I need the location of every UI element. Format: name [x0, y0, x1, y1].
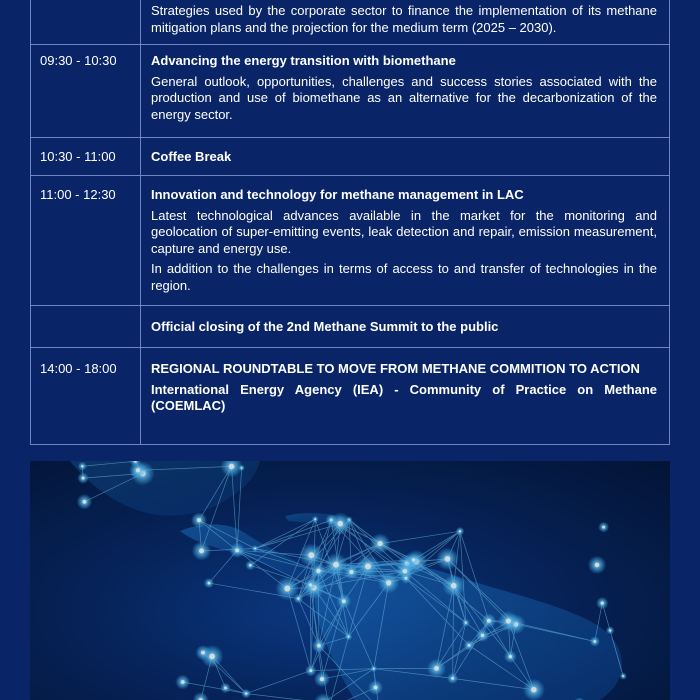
agenda-row-strategies [31, 0, 670, 45]
session-time [31, 306, 141, 348]
session-details [141, 45, 670, 138]
agenda-table [30, 0, 670, 445]
session-details [141, 348, 670, 445]
session-time: 14:00 - 18:00 [31, 348, 141, 445]
agenda-row-coffee-break [31, 138, 670, 176]
agenda-row-closing [31, 306, 670, 348]
agenda-row-biomethane [31, 45, 670, 138]
session-description: In addition to the challenges in terms of access to and transfer of technologies in the region. [151, 261, 657, 293]
session-description: Strategies used by the corporate sector to finance the implementation of its methane mitigation plans and the projection for the medium term (2025 – 2030). [151, 3, 657, 35]
latin-america-network-map-image [30, 461, 670, 700]
session-title: Innovation and technology for methane management in LAC [151, 187, 524, 202]
session-details [141, 306, 670, 348]
session-organizers: International Energy Agency (IEA) - Community of Practice on Methane (COEMLAC) [151, 381, 657, 413]
session-details [141, 0, 670, 45]
session-description: General outlook, opportunities, challenges and success stories associated with the production and use of biomethane as an alternative for the decarbonization of the energy sector. [151, 73, 657, 122]
session-title: Official closing of the 2nd Methane Summit to the public [151, 319, 499, 334]
session-time: 09:30 - 10:30 [31, 45, 141, 138]
session-description: Latest technological advances available in the market for the monitoring and geolocation of super-emitting events, leak detection and repair, emission measurement, capture and energy use. [151, 207, 657, 256]
session-details [141, 138, 670, 176]
session-title: Coffee Break [151, 149, 232, 164]
session-time [31, 0, 141, 45]
session-title: REGIONAL ROUNDTABLE TO MOVE FROM METHANE COMMITION TO ACTION [151, 361, 640, 376]
agenda-row-roundtable [31, 348, 670, 445]
session-time: 10:30 - 11:00 [31, 138, 141, 176]
agenda-row-innovation [31, 176, 670, 306]
session-details [141, 176, 670, 306]
session-title: Advancing the energy transition with biomethane [151, 53, 456, 68]
session-time: 11:00 - 12:30 [31, 176, 141, 306]
network-map-graphic [30, 461, 670, 700]
